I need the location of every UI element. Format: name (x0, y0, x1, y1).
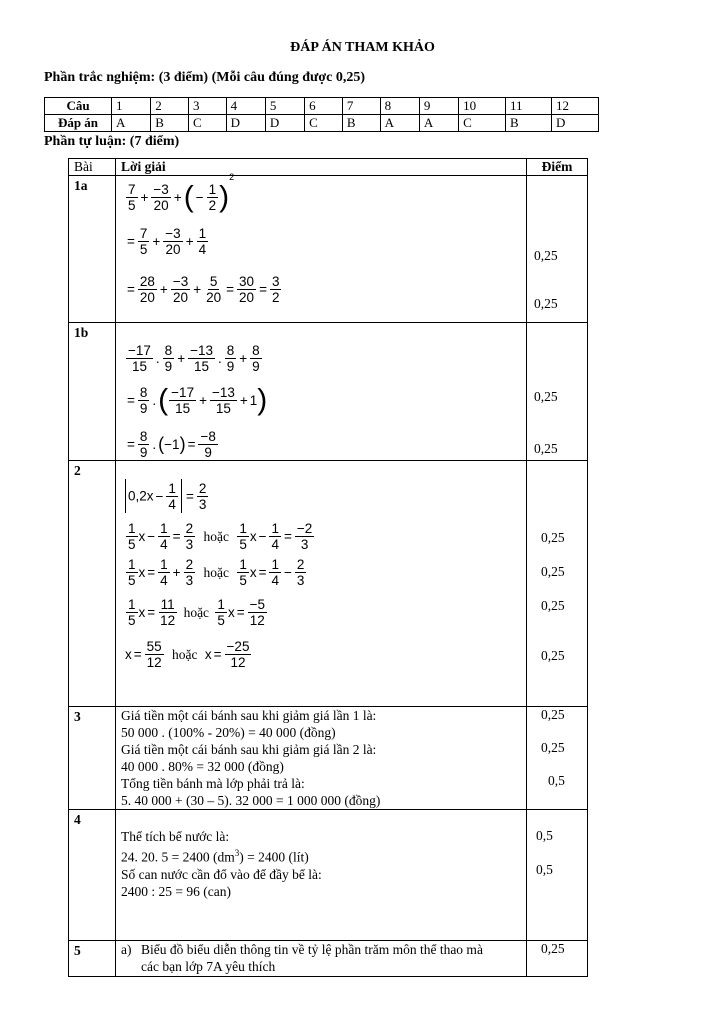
text-line: Giá tiền một cái bánh sau khi giảm giá lần 1 là: (121, 708, 377, 723)
mc-row-label: Câu (45, 98, 112, 115)
mc-q: 8 (380, 98, 419, 115)
math-line: x = $\frac{55}{12}$ hoặc x = $\frac{-25}{12}$ (125, 639, 250, 670)
text-line: Tổng tiền bánh mà lớp phải trả là: (121, 776, 305, 791)
text-line: 2400 : 25 = 96 (can) (121, 883, 231, 899)
score: 0,25 (541, 648, 565, 663)
score: 0,25 (534, 441, 558, 456)
score: 0,25 (534, 389, 558, 404)
math-line: = $\frac{28}{20}$ + $\frac{-3}{20}$ + $\frac{5}{20}$ = $\frac{30}{20}$ = $\frac{3}{2}$ (127, 274, 280, 305)
text-line: 40 000 . 80% = 32 000 (đồng) (121, 759, 284, 774)
text-line: 50 000 . (100% - 20%) = 40 000 (đồng) (121, 725, 336, 740)
mc-q: 5 (265, 98, 304, 115)
text-line: Thể tích bể nước là: (121, 829, 230, 844)
row-label: 2 (69, 461, 116, 707)
score-cell (527, 810, 588, 941)
mc-answer-row (45, 115, 599, 132)
score-cell (527, 176, 588, 323)
math-line: $\frac{-17}{15}$ . $\frac{8}{9}$ + $\frac{-13}{15}$ . $\frac{8}{9}$ + $\frac{8}{9}$ (128, 343, 260, 374)
mc-q: 3 (188, 98, 226, 115)
item-marker: a) (121, 942, 132, 957)
col-header-loigiai: Lời giải (116, 159, 527, 176)
solution-cell (116, 707, 527, 810)
row-label: 1b (69, 323, 116, 461)
score: 0,25 (534, 296, 558, 311)
score: 0,5 (536, 828, 553, 843)
score-cell (527, 707, 588, 810)
mc-q: 11 (506, 98, 552, 115)
score: 0,25 (541, 564, 565, 579)
mc-q: 2 (151, 98, 189, 115)
text-line: Giá tiền một cái bánh sau khi giảm giá lần 2 là: (121, 742, 377, 757)
math-line: 0,2x − $\frac{1}{4}$ = $\frac{2}{3}$ (123, 479, 209, 513)
score-cell (527, 461, 588, 707)
col-header-diem: Điểm (527, 159, 588, 176)
solution-cell (116, 810, 527, 941)
row-2 (69, 461, 588, 707)
row-1a (69, 176, 588, 323)
score: 0,5 (548, 773, 565, 788)
row-3 (69, 707, 588, 810)
mc-q: 9 (419, 98, 458, 115)
score: 0,25 (534, 248, 558, 263)
row-label: 1a (69, 176, 116, 323)
mc-q: 6 (305, 98, 343, 115)
mc-a: B (151, 115, 189, 132)
score-cell (527, 941, 588, 977)
mc-a: C (305, 115, 343, 132)
text-line: các bạn lớp 7A yêu thích (141, 959, 276, 974)
mc-a: C (459, 115, 506, 132)
score: 0,25 (541, 707, 565, 722)
math-line: $\frac{1}{5}$ x − $\frac{1}{4}$ = $\frac{2}{3}$ hoặc $\frac{1}{5}$ x − $\frac{1}{4}$ = $\frac{-2}{3}$ (128, 521, 313, 552)
row-label: 3 (69, 707, 116, 810)
mc-a: C (188, 115, 226, 132)
mc-a: B (342, 115, 380, 132)
mc-a: A (380, 115, 419, 132)
mc-heading: Phần trắc nghiệm: (3 điểm) (Mỗi câu đúng được 0,25) (44, 70, 366, 85)
text-line: Biểu đồ biểu diễn thông tin về tỷ lệ phần trăm môn thể thao mà (141, 942, 483, 957)
col-header-bai: Bài (69, 159, 116, 176)
math-line: $\frac{7}{5}$ + $\frac{-3}{20}$ +( − $\frac{1}{2}$ )$^2$ (128, 172, 235, 214)
row-1b (69, 323, 588, 461)
math-line: $\frac{1}{5}$ x = $\frac{11}{12}$ hoặc $\frac{1}{5}$ x = $\frac{-5}{12}$ (128, 597, 265, 628)
row-label: 4 (69, 810, 116, 941)
score: 0,25 (541, 941, 565, 956)
mc-row-label: Đáp án (45, 115, 112, 132)
solution-cell (116, 461, 527, 707)
math-line: = $\frac{8}{9}$ . (−1) = $\frac{-8}{9}$ (127, 429, 216, 460)
solution-cell (116, 172, 527, 323)
mc-q: 4 (226, 98, 265, 115)
text-line: 5. 40 000 + (30 – 5). 32 000 = 1 000 000 (đồng) (121, 793, 381, 808)
header-row (69, 159, 588, 176)
score: 0,25 (541, 598, 565, 613)
solution-cell (116, 323, 527, 461)
mc-q: 12 (551, 98, 598, 115)
mc-question-row (45, 98, 599, 115)
essay-heading: Phần tự luận: (7 điểm) (44, 134, 180, 149)
page-title: ĐÁP ÁN THAM KHẢO (290, 40, 435, 55)
mc-a: D (265, 115, 304, 132)
math-line: $\frac{1}{5}$ x = $\frac{1}{4}$ + $\frac{2}{3}$ hoặc $\frac{1}{5}$ x = $\frac{1}{4}$ − $\frac{2}{3}$ (128, 557, 305, 588)
mc-a: D (226, 115, 265, 132)
solution-cell (116, 941, 527, 977)
score: 0,25 (541, 740, 565, 755)
mc-a: B (506, 115, 552, 132)
mc-answer-table (44, 97, 599, 132)
mc-a: A (112, 115, 151, 132)
mc-a: A (419, 115, 458, 132)
mc-q: 7 (342, 98, 380, 115)
math-line: = $\frac{8}{9}$ .( $\frac{-17}{15}$ + $\frac{-13}{15}$ + 1) (127, 383, 268, 417)
row-4 (69, 810, 588, 941)
solution-table (68, 158, 588, 977)
score: 0,5 (536, 862, 553, 877)
text-line: 24. 20. 5 = 2400 $(dm^3) = 2400$ (lít) (121, 848, 309, 865)
math-line: = $\frac{7}{5}$ + $\frac{-3}{20}$ + $\frac{1}{4}$ (127, 226, 207, 257)
row-5 (69, 941, 588, 977)
row-label: 5 (69, 941, 116, 977)
mc-q: 1 (112, 98, 151, 115)
text-line: Số can nước cần đổ vào để đầy bể là: (121, 866, 322, 882)
score: 0,25 (541, 530, 565, 545)
score-cell (527, 323, 588, 461)
mc-a: D (551, 115, 598, 132)
mc-q: 10 (459, 98, 506, 115)
